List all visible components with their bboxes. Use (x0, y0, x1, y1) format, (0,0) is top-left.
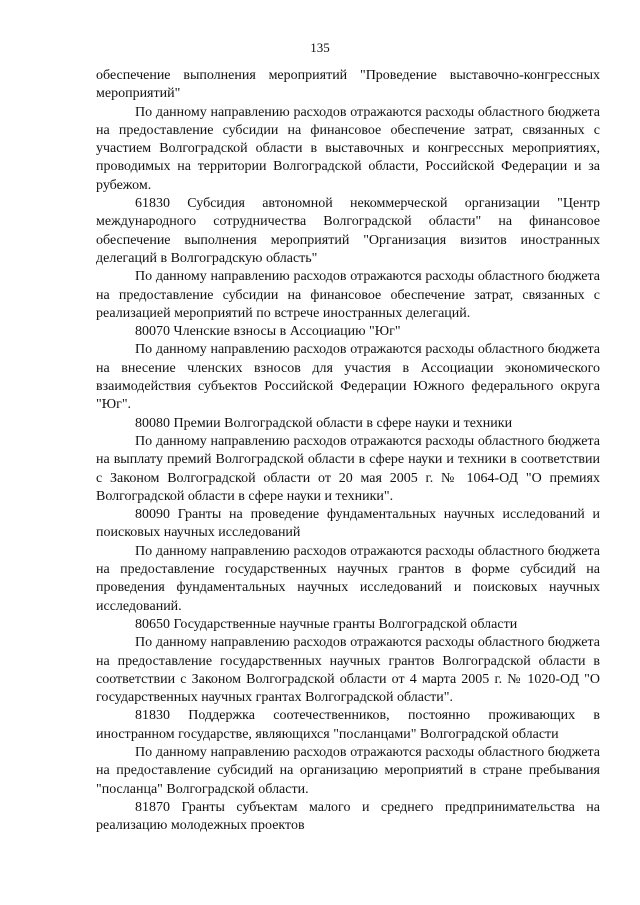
paragraph-14: По данному направлению расходов отражаются расходы областного бюджета на предоставление субсидий на организацию мероприятий в стране пребывания "посланца" Волгоградской области. (96, 744, 600, 797)
paragraph-12: По данному направлению расходов отражаются расходы областного бюджета на предоставление государственных научных грантов Волгоградской области в соответствии с Законом Волгоградской области от 4 марта 2005 г. № 1020-ОД "О государственных научных грантах Волгоградской области". (96, 635, 600, 706)
document-body (96, 67, 600, 835)
page-number: 135 (310, 40, 330, 55)
section-heading-80650: 80650 Государственные научные гранты Волгоградской области (135, 616, 518, 632)
section-heading-80070: 80070 Членские взносы в Ассоциацию "Юг" (135, 324, 401, 340)
paragraph-4: По данному направлению расходов отражаются расходы областного бюджета на предоставление субсидии на финансовое обеспечение затрат, связанных с реализацией мероприятий по встрече иностранных делегаций. (96, 269, 600, 321)
paragraph-1: обеспечение выполнения мероприятий "Проведение выставочно-конгрессных мероприятий" (96, 68, 600, 102)
paragraph-10: По данному направлению расходов отражаются расходы областного бюджета на предоставление государственных научных грантов в форме субсидий на проведения фундаментальных научных исследований и поисковых научных исследований. (96, 543, 600, 614)
section-heading-80080: 80080 Премии Волгоградской области в сфере науки и техники (135, 415, 513, 431)
paragraph-2: По данному направлению расходов отражаются расходы областного бюджета на предоставление субсидии на финансовое обеспечение затрат, связанных с участием Волгоградской области в выставочных и конгрессных мероприятиях, проводимых на территории Волгоградской области, Российской Федерации и за рубежом. (96, 104, 600, 193)
paragraph-8: По данному направлению расходов отражаются расходы областного бюджета на выплату премий Волгоградской области в сфере науки и техники в соответствии с Законом Волгоградской области от 20 мая 2005 г. № 1064-ОД "О премиях Волгоградской области в сфере науки и техники". (96, 433, 600, 504)
section-heading-61830: 61830 Субсидия автономной некоммерческой организации "Центр международного сотрудничества Волгоградской области" на финансовое обеспечение выполнения мероприятий "Организация визитов иностранных делегаций в Волгоградскую область" (96, 196, 600, 266)
section-heading-80090: 80090 Гранты на проведение фундаментальных научных исследований и поисковых научных исследований (96, 507, 600, 541)
section-heading-81830: 81830 Поддержка соотечественников, постоянно проживающих в иностранном государстве, являющихся "посланцами" Волгоградской области (96, 708, 600, 742)
paragraph-6: По данному направлению расходов отражаются расходы областного бюджета на внесение членских взносов для участия в Ассоциации экономического взаимодействия субъектов Российской Федерации Южного федерального округа "Юг". (96, 342, 600, 413)
section-heading-81870: 81870 Гранты субъектам малого и среднего предпринимательства на реализацию молодежных проектов (96, 799, 600, 834)
